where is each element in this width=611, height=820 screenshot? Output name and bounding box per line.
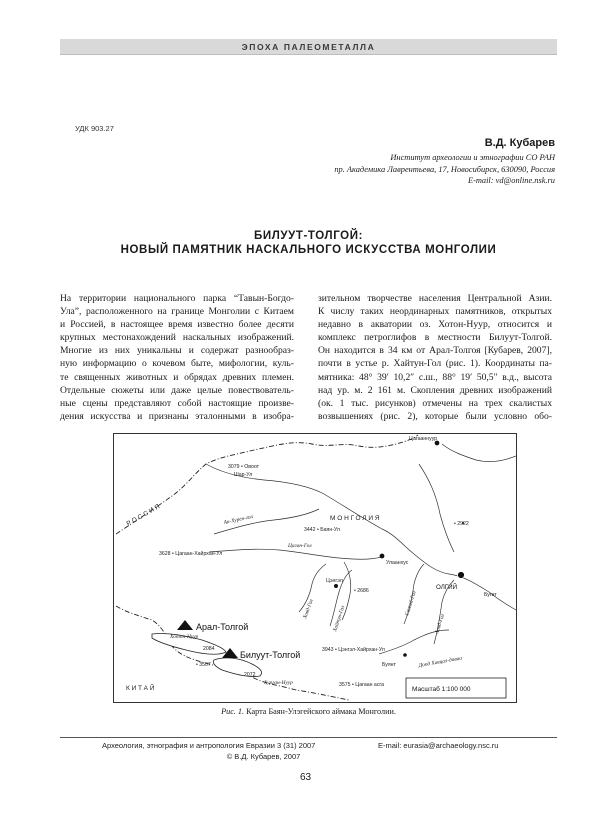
body-column-left xyxy=(60,292,294,423)
body-line: почти в устье р. Хайтун-Гол (рис. 1). Координаты па- xyxy=(318,358,552,370)
label-river-sagsai: Сагсай-Гол xyxy=(404,590,418,617)
body-line: (ок. 1 тыс. рисунков) отмечены на трех скалистых xyxy=(318,397,552,409)
body-line: крупных местонахождений наскальных изображений. xyxy=(60,332,294,344)
author-name: В.Д. Кубарев xyxy=(484,137,555,149)
body-line: недавно в акватории оз. Хотон-Нуур, относится и xyxy=(318,319,552,331)
map-svg xyxy=(114,434,516,702)
label-tsagaan-khairkhan: 3628 • Цагаан-Хайрхан-Ул xyxy=(159,551,223,557)
river-north xyxy=(419,464,454,552)
article-title-line1: БИЛУУТ-ТОЛГОЙ: xyxy=(253,230,364,242)
town-ulaankhus xyxy=(380,554,385,559)
town-olgii xyxy=(458,572,465,579)
author-institute: Институт археологии и этнографии СО РАН xyxy=(390,153,555,162)
map-scale-label: Масштаб 1:100 000 xyxy=(412,686,471,693)
figure-caption xyxy=(60,707,557,716)
body-line: возвышениях (рис. 2), которые были условно обо- xyxy=(318,410,552,422)
body-line: мятника: 48° 39′ 10,2″ с.ш., 88° 19′ 50,5″ в.д., высота xyxy=(318,371,552,383)
figure-map xyxy=(113,433,517,703)
figure-number: Рис. 1. xyxy=(221,707,245,716)
footer-journal: Археология, этнография и антропология Евразии 3 (31) 2007 xyxy=(102,741,316,750)
udk-code: УДК 903.27 xyxy=(75,124,114,133)
label-river-khovd: Ховд-Гол xyxy=(302,598,315,620)
body-line: над ур. м. 2 161 м. Скопления древних изображений xyxy=(318,384,552,396)
river-tsagaan xyxy=(209,549,384,559)
label-ulaankhus: Улаанхус xyxy=(386,560,409,566)
running-header: ЭПОХА ПАЛЕОМЕТАЛЛА xyxy=(60,39,557,55)
author-address: пр. Академика Лаврентьева, 17, Новосибирск, 630090, Россия xyxy=(334,164,555,174)
label-tsengel: Цэнгэл xyxy=(326,578,343,584)
map-scale-box xyxy=(406,678,506,698)
body-line: К числу таких неординарных памятников, открытых xyxy=(318,306,552,318)
author-block xyxy=(255,137,555,187)
body-line: Ула”, расположенного на границе Монголии с Китаем xyxy=(60,306,294,318)
body-line: дения искусства и признаны эталонными в изобра- xyxy=(60,410,294,422)
figure-caption-text: Карта Баян-Улэгейского аймака Монголии. xyxy=(246,707,396,716)
label-olgii: ОЛГИЙ xyxy=(436,584,458,591)
body-line: На территории национального парка “Тавын-Богдо- xyxy=(60,293,294,304)
label-bayan-ul: 3442 • Баян-Ул xyxy=(304,527,340,533)
label-dood-khavtsal: Доод Хавцал-даваа xyxy=(418,655,463,669)
body-line: Отдельные сюжеты или даже целые повествователь- xyxy=(60,384,294,396)
label-2922: • 2922 xyxy=(454,521,469,527)
body-column-right xyxy=(318,292,552,423)
label-buyant: Буянт xyxy=(382,662,396,668)
town-tsengel xyxy=(334,584,338,588)
label-khoton-nuur: Хотон-Нуур xyxy=(170,634,199,640)
body-line: ную информацию о кочевом быте, мифологии, куль- xyxy=(60,358,294,370)
river-ne xyxy=(442,444,516,462)
label-tsengel-khairkhan: 3943 • Цэнгэл-Хайрхан-Ул xyxy=(322,647,385,653)
page-number: 63 xyxy=(299,772,312,783)
body-line: комплекс петроглифов в местности Билуут-Толгой. xyxy=(318,332,552,344)
label-tsagaan-asga: 3575 • Цагаан асга xyxy=(339,682,385,688)
footer-email: E-mail: eurasia@archaeology.nsc.ru xyxy=(378,741,499,750)
label-river-tsagaan: Цаган-Гол xyxy=(288,543,312,549)
label-tsagaannuur: Цагааннуур xyxy=(409,436,438,442)
footer-copyright: © В.Д. Кубарев, 2007 xyxy=(226,752,301,761)
body-line: зительном творчестве населения Центральной Азии. xyxy=(318,293,552,304)
label-river-ak-khuren: Ак-Хурен-гол xyxy=(223,513,254,526)
body-line: Он находится в 34 км от Арал-Толгоя [Кубарев, 2007], xyxy=(318,345,552,357)
label-china: КИТАЙ xyxy=(126,685,157,692)
label-2072: 2072 xyxy=(244,672,256,678)
label-shar-ul: Шар-Ул xyxy=(234,472,253,478)
article-title-line2: НОВЫЙ ПАМЯТНИК НАСКАЛЬНОГО ИСКУССТВА МОНГОЛИИ xyxy=(120,244,497,256)
label-biluut-tolgoi: Билуут-Толгой xyxy=(240,650,301,660)
label-mongolia: МОНГОЛИЯ xyxy=(330,515,382,522)
label-3507: • 3507 xyxy=(196,662,211,668)
author-email: E-mail: vd@online.nsk.ru xyxy=(467,176,555,185)
label-bugat: Бугат xyxy=(484,592,497,598)
footer-divider xyxy=(60,737,557,738)
label-2084: 2084 xyxy=(203,646,215,652)
body-line: те священных животных и обрядах древних племен. xyxy=(60,371,294,383)
label-river-khovd-east: Ховд-Гол xyxy=(434,613,447,635)
town-buyant xyxy=(403,653,407,657)
body-line: и Россией, в настоящее время известно более десяти xyxy=(60,319,294,331)
label-khurgan-nuur: Хурган-Нуур xyxy=(264,680,293,686)
site-aral-tolgoi-marker xyxy=(177,620,193,630)
body-line: ные сцены представляют собой настоящие произве- xyxy=(60,397,294,409)
label-aral-tolgoi: Арал-Толгой xyxy=(196,622,249,632)
label-russia: РОССИЯ xyxy=(125,502,163,528)
label-river-khaitun: Хайтун-Гол xyxy=(332,605,347,633)
body-line: Многие из них уникальны и содержат разнообраз- xyxy=(60,345,294,357)
label-2686: • 2686 xyxy=(354,588,369,594)
label-ovoot: 3079 • Овоот xyxy=(228,464,260,470)
